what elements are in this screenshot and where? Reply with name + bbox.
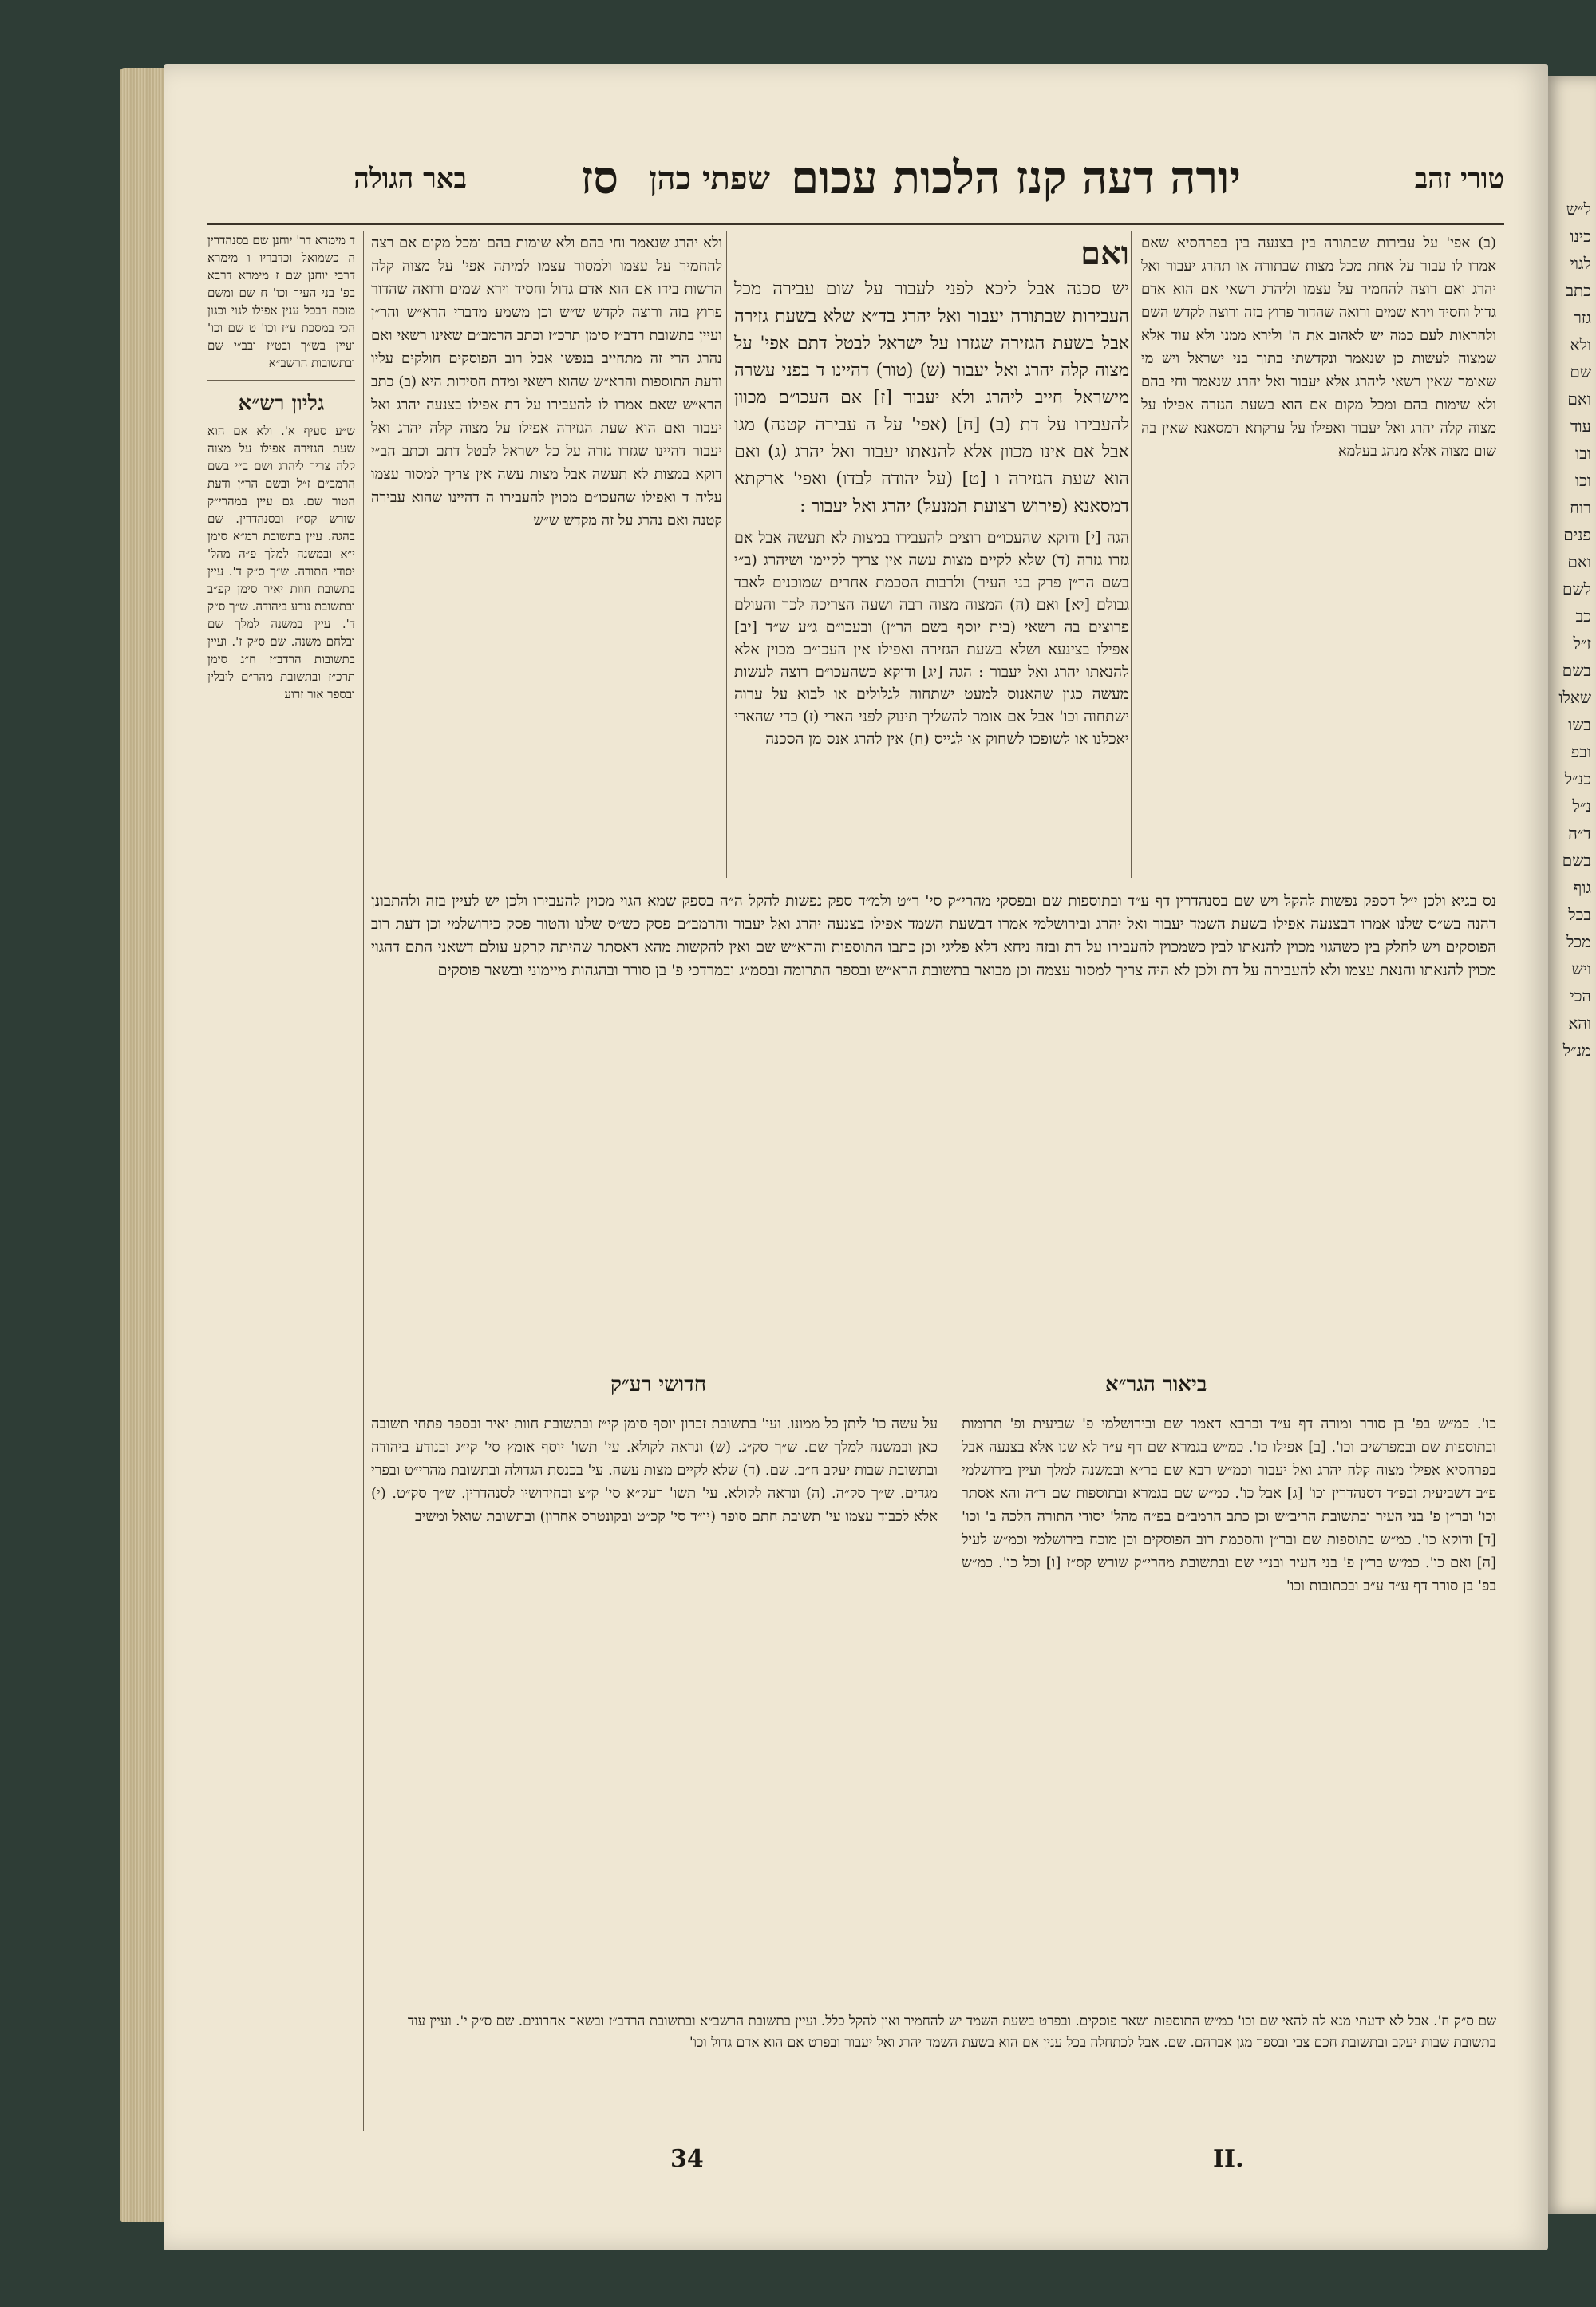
facing-page-line: וכו <box>1574 471 1591 490</box>
rabbi-akiva-title: חדושי רע״ק <box>610 1373 707 1396</box>
header-taz-label: טורי זהב <box>1414 163 1504 195</box>
facing-page-line: לשם <box>1562 579 1591 598</box>
facing-page-line: ד״ה <box>1568 824 1591 843</box>
beur-hagra-column <box>962 1412 1496 2003</box>
taz-text: (ב) אפי' על עבירות שבתורה בין בצנעה בין בפרהסיא שאם אמרו לו עבור על אחת מכל מצות שבתורה או תהרג יעבור ואל יהרג ואם רוצה להחמיר על עצמו וליהרג רשאי אם הוא אדם גדול וחסיד וירא שמים ורואה שהדור פרוץ בזה ורוצה לקדש השם ולהראות לעם כמה יש לאהוב את ה' ולירא ממנו ולא עוד אלא שמצוה לעשות כן שנאמר ונקדשתי בתוך בני ישראל ויש מי שאומר שאין רשאי ליהרג אלא יעבור ואל יהרג שנאמר וחי בהם ולא שימות בהם ומכל מקום אם הוא בשעת הגזרה אפילו על מצוה קלה יהרג ואל יעבור ואפילו על ערקתא דמסאנא שאין בה שום מצוה אלא מנהג בעלמא <box>1141 235 1496 460</box>
beur-hagra-title: ביאור הגר״א <box>1105 1373 1207 1396</box>
facing-page-line: הכי <box>1570 986 1591 1005</box>
bottom-notes <box>371 2011 1496 2054</box>
facing-page-line: ובפ <box>1570 742 1591 761</box>
facing-page-line: כנ״ל <box>1564 769 1591 788</box>
facing-page-sliver <box>1544 76 1596 2214</box>
wide-commentary-text: נס בגיא ולכן י״ל דספק נפשות להקל ויש שם בסנהדרין דף ע״ד ובתוספות שם ובפסקי מהרי״ק סי' ר״ט ולמ״ד ספק נפשות להקל ה״ה בספק שמא הגוי מכוין להעבירו ולכן יש לעיין בזה ולהתבונן דהנה בש״ס שלנו אמרו דבצנעה אפילו בשעת השמד יעבור ואל יהרג ובירושלמי אמרו דבשעת השמד אפילו בצנעה יהרג ואל יעבור והרמב״ם פסק כש״ס שלנו והטור פסק כירושלמי וכן דעת רוב הפוסקים ויש לחלק בין כשהגוי מכוין להנאתו לבין כשמכוין להעבירו על דת ובזה ניחא דלא פליגי וכן כתבו התוספות והרא״ש שם ואין להקשות מהא דאסתר שהיתה קרקע עולם דשאני התם דהגוי מכוין להנאתו והנאת עצמו ולא להעבירה על דת ולכן לא היה צריך למסור עצמה וכן מבואר בתשובת הרא״ש ובספר התרומה ובסמ״ג ובמרדכי פ' בן סורר ובהגהות מיימוני ובשאר פוסקים <box>371 892 1496 979</box>
taz-column <box>1141 231 1496 463</box>
main-opening-word: ואם <box>1080 235 1129 272</box>
facing-page-line: כינו <box>1570 227 1591 246</box>
main-body-text: יש סכנה אבל ליכא לפני לעבור על שום עבירה מכל העבירות שבתורה יעבור ואל יהרג בד״א שלא בשעת גזירה אבל בשעת הגזירה שגזרו על ישראל לבטל דתם אפי' על מצוה קלה יהרג ואל יעבור (ש) (טור) דהיינו ד בפני עשרה מישראל חייב ליהרג ולא יעבור [ז] אם העכו״ם מכוון להעבירו על דת (ב) [ח] (אפי' על ה עבירה קטנה) מגו אבל אם אינו מכוון אלא להנאתו יעבור ואל יהרג (ג) ואם הוא שעת הגזירה ו [ט] (על יהודה לבדו) ואפי' ארקתא דמסאנא (פירוש רצועת המנעל) יהרג ואל יעבור : <box>734 279 1129 516</box>
column-rule <box>1131 231 1132 878</box>
header-rule <box>207 223 1504 225</box>
facing-page-line: ז״ל <box>1573 634 1591 653</box>
header-shach-label: שפתי כהן <box>649 160 770 197</box>
column-divider <box>207 380 355 381</box>
facing-page-line: בכל <box>1568 905 1591 924</box>
header-siman-number: סז <box>580 152 618 204</box>
header-title: יורה דעה קנז הלכות עכום <box>791 152 1241 204</box>
facing-page-line: והא <box>1568 1013 1591 1033</box>
beer-hagolah-text: ד מימרא דר' יוחנן שם בסנהדרין ה כשמואל וכדבריו ו מימרא דרבי יוחנן שם ז מימרא דרבא בפ' בני העיר וכו' ח שם ומשם מוכח דבכל ענין אפילו לגוי וכגון הכי במסכת ע״ז וכו' ט שם וכו' ועיין בש״ך ובט״ז ובב״י שם ובתשובות הרשב״א <box>207 233 355 370</box>
page-number-left: 34 <box>670 2145 704 2173</box>
facing-page-line: שאלו <box>1558 688 1591 707</box>
bottom-notes-text: שם ס״ק ח'. אבל לא ידעתי מנא לה להאי שם וכו' כמ״ש התוספות ושאר פוסקים. ובפרט בשעת השמד יש להחמיר ואין להקל כלל. ועיין בתשובת הרשב״א ובתשובת הרדב״ז ובשאר אחרונים. שם ס״ק י'. ועיין עוד בתשובת שבות יעקב ובתשובת חכם צבי ובספר מגן אברהם. שם. אבל לכתחלה בכל ענין אם הוא בשעת השמד יהרג ואל יעבור ובפרט אם הוא אדם גדול וכו' <box>407 2013 1496 2051</box>
beur-hagra-text: כו'. כמ״ש בפ' בן סורר ומורה דף ע״ד וכרבא דאמר שם ובירושלמי פ' שביעית ופ' תרומות ובתוספות שם ובמפרשים וכו'. [ב] אפילו כו'. כמ״ש בגמרא שם דף ע״ד לא שנו אלא בצנעה אבל בפרהסיא אפילו מצוה קלה יהרג ואל יעבור וכמ״ש רבא שם בר״א ובמשנה למלך ועיין בירושלמי פ״ב דשביעית ובפ״ד דסנהדרין וכו' [ג] אבל כו'. כמ״ש שם בגמרא ובתוספות שם ד״ה והא אסתר וכו' ובר״ן פ' בני העיר ובתשובת הריב״ש וכן כתב הרמב״ם בפ״ה מהל' יסודי התורה הלכה ב' וכו' [ד] ודוקא כו'. כמ״ש בתוספות שם ובר״ן והסכמת רוב הפוסקים וכן מוכח בירושלמי וכמ״ש לעיל [ה] ואם כו'. כמ״ש בר״ן פ' בני העיר ובנ״י שם ובתשובת מהרי״ק שורש קס״ז [ו] וכל כו'. כמ״ש בפ' בן סורר דף ע״ד ע״ב ובכתובות וכו' <box>962 1416 1496 1594</box>
facing-page-line: בשם <box>1562 661 1591 680</box>
facing-page-line: נ״ל <box>1572 796 1591 816</box>
facing-page-line: ואם <box>1567 552 1591 571</box>
rabbi-akiva-column <box>371 1412 938 2003</box>
facing-page-line: ל״ש <box>1566 199 1591 219</box>
facing-page-line: עוד <box>1570 417 1591 436</box>
shach-text: ולא יהרג שנאמר וחי בהם ולא שימות בהם ומכל מקום אם רצה להחמיר על עצמו ולמסור עצמו למיתה אפי' על מצוה קלה הרשות בידו אם הוא אדם גדול וחסיד וירא שמים ורואה שהדור פרוץ בזה ורוצה לקדש ש״ש וכן משמע מדברי הרא״ש והר״ן ועיין בתשובת רדב״ז סימן תרכ״ז וכתב הרמב״ם שאינו רשאי ואם נהרג הרי זה מתחייב בנפשו אבל רוב הפוסקים חולקים עליו ודעת התוספות והרא״ש שהוא רשאי ומדת חסידות היא (ב) כתב הרא״ש שאם אמרו לו להעבירו על דת אפילו בצנעה יהרג ואל יעבור ואם הוא שעת הגזירה אפילו על מצוה קלה יהרג ואל יעבור דהיינו שגזרו גזרה על כל ישראל לבטל דתם וכתב הב״י דוקא במצות לא תעשה אבל מצות עשה אין צריך למסור עצמו עליה ד ואפילו שהעכו״ם מכוין להעבירו ה דהיינו שהוא עבירה קטנה ואם נהרג על זה מקדש ש״ש <box>371 235 722 529</box>
rema-gloss: הגה [י] ודוקא שהעכו״ם רוצים להעבירו במצות לא תעשה אבל אם גזרו גזרה (ד) שלא לקיים מצות עשה אין צריך לקיימו ושיהרג (ב״י בשם הר״ן פרק בני העיר) ולרבות הסכמת אחרים שמוכנים לאבד גבולם [יא] ואם (ה) המצוה מצוה רבה ושעה הצריכה לכך והעולם פרוצים בה רשאי (בית יוסף בשם הר״ן) ובעכו״ם ג״ע ש״ד [יב] אפילו בצינעא ושלא בשעת הגזירה ואפילו אין העכו״ם מכוין אלא להנאתו יהרג ואל יעבור : הגה [יג] ודוקא כשהעכו״ם רוצה לעשות מעשה כגון שהאנוס למעט ישתחוה לגלולים או לבוא על ערוה ישתחוה וכו' אבל אם אומר להשליך תינוק לפני הארי (ז) כדי שהארי יאכלנו או לשופכו לשחוק או לגייס (ח) אין להרג אנס מן הסכנה <box>734 529 1129 748</box>
main-text-column <box>734 231 1129 750</box>
wide-commentary-block <box>371 890 1496 1337</box>
facing-page-line: גזר <box>1573 308 1591 327</box>
column-rule <box>363 231 364 2131</box>
page-header <box>207 152 1504 215</box>
facing-page-line: מנ״ל <box>1562 1041 1591 1060</box>
facing-page-line: כתב <box>1566 281 1591 300</box>
page <box>164 64 1548 2250</box>
gilyon-text: ש״ע סעיף א'. ולא אם הוא שעת הגזירה אפילו על מצוה קלה צריך ליהרג ושם ב״י בשם הרמב״ם ז״ל ובשם הר״ן ודעת הטור שם. גם עיין במהרי״ק שורש קס״ז ובסנהדרין. שם בהגה. עיין בתשובת רמ״א סימן י״א ובמשנה למלך פ״ה מהל' יסודי התורה. ש״ך ס״ק ד'. עיין בתשובת חוות יאיר סימן קפ״ב ובתשובת נודע ביהודה. ש״ך ס״ק ד'. עיין במשנה למלך שם ובלחם משנה. שם ס״ק ז'. ועיין בתשובות הרדב״ז ח״ג סימן תרכ״ז ובתשובת מהר״ם לובלין ובספר אור זרוע <box>207 424 355 701</box>
facing-page-line: פנים <box>1563 525 1591 544</box>
facing-page-text <box>1544 76 1596 1064</box>
facing-page-line: ולא <box>1570 335 1591 354</box>
column-rule <box>726 231 727 878</box>
facing-page-line: ואם <box>1567 389 1591 409</box>
shach-column <box>371 231 722 532</box>
facing-page-line: ויש <box>1571 959 1591 978</box>
facing-page-line: לגוי <box>1570 254 1591 273</box>
header-beer-label: באר הגולה <box>354 163 467 195</box>
gilyon-title: גליון רש״א <box>238 392 325 416</box>
page-number-right: II. <box>1213 2145 1244 2173</box>
beer-hagolah-column <box>207 231 355 703</box>
facing-page-line: מכל <box>1566 932 1591 951</box>
facing-page-line: בשם <box>1562 851 1591 870</box>
facing-page-line: שם <box>1570 362 1591 381</box>
facing-page-line: גוף <box>1573 878 1591 897</box>
facing-page-line: רוח <box>1570 498 1591 517</box>
facing-page-line: כב <box>1575 606 1591 626</box>
facing-page-line: ובו <box>1575 444 1591 463</box>
rabbi-akiva-text: על עשה כו' ליתן כל ממונו. ועי' בתשובת זכרון יוסף סימן קי״ז ובתשובת חוות יאיר ובספר פתחי תשובה כאן ובמשנה למלך שם. ש״ך סק״ג. (ש) ונראה לקולא. עי' תשו' יוסף אומץ סי' קי״ג ובנודע ביהודה ובתשובת שבות יעקב ח״ב. שם. (ד) שלא לקיים מצות עשה. עי' בכנסת הגדולה ובתשובת מהרי״ט ובפרי מגדים. ש״ך סק״ה. (ה) ונראה לקולא. עי' תשו' רעק״א סי' ק״צ ובחידושיו לסנהדרין. ש״ך סק״ט. (י) אלא לכבוד עצמו עי' תשובת חתם סופר (יו״ד סי' קכ״ט ובקונטרס אחרון) ובתשובת שואל ומשיב <box>371 1416 938 1525</box>
facing-page-line: בשו <box>1568 715 1591 734</box>
